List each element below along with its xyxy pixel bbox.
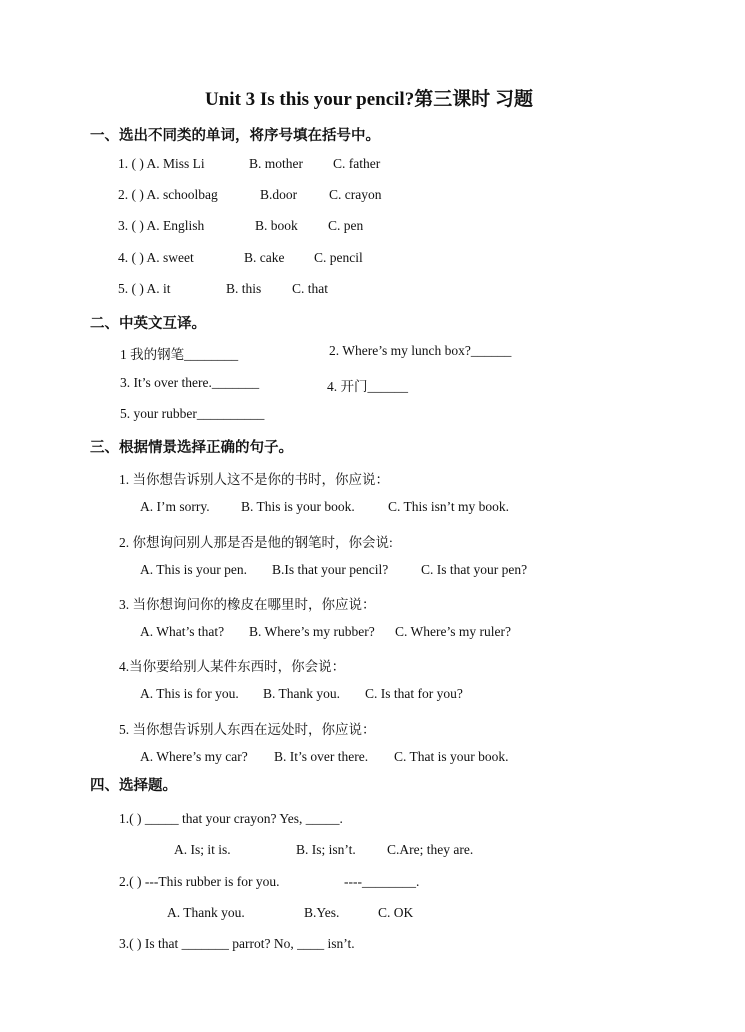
s2-q5: 5. your rubber__________ [120,406,265,421]
s1-q2-option-b: B.door [260,187,298,202]
s2-q2: 2. Where’s my lunch box?______ [329,343,512,358]
s1-q3-option-b: B. book [255,218,298,233]
section-1-heading: 一、选出不同类的单词，将序号填在括号中。 [90,128,380,144]
s3-q2-option-b: B.Is that your pencil? [272,562,389,577]
s3-q2: 2. 你想询问别人那是否是他的钢笔时，你会说: [119,535,393,550]
s1-q1-option-c: C. father [333,156,381,171]
s3-q3: 3. 当你想询问你的橡皮在哪里时，你应说： [119,597,376,612]
s2-q1: 1 我的钢笔________ [120,347,239,362]
section-4-heading: 四、选择题。 [90,778,177,794]
section-3-heading: 三、根据情景选择正确的句子。 [90,440,293,456]
s4-q1-option-c: C.Are; they are. [387,842,474,857]
s4-q1: 1.( ) _____ that your crayon? Yes, _____. [119,811,343,826]
s4-q2-option-b: B.Yes. [304,905,340,920]
s3-q4-option-c: C. Is that for you? [365,686,463,701]
s3-q1-option-a: A. I’m sorry. [140,499,210,514]
s3-q2-option-a: A. This is your pen. [140,562,247,577]
s1-q2-option-c: C. crayon [329,187,382,202]
s3-q1-option-b: B. This is your book. [241,499,355,514]
s3-q1: 1. 当你想告诉别人这不是你的书时，你应说： [119,472,389,487]
s4-q1-option-a: A. Is; it is. [174,842,231,857]
s3-q2-option-c: C. Is that your pen? [421,562,528,577]
s1-q4-option-c: C. pencil [314,250,363,265]
s4-q2-response: ----________. [344,874,420,889]
s4-q2: 2.( ) ---This rubber is for you. [119,874,280,889]
s3-q3-option-c: C. Where’s my ruler? [395,624,511,639]
s1-q1: 1. ( ) A. Miss Li [118,156,205,171]
s3-q4-option-b: B. Thank you. [263,686,340,701]
s1-q5-option-b: B. this [226,281,262,296]
s1-q1-option-b: B. mother [249,156,303,171]
page-title: Unit 3 Is this your pencil?第三课时 习题 [205,89,533,110]
s1-q5: 5. ( ) A. it [118,281,171,296]
s2-q3: 3. It’s over there._______ [120,375,260,390]
s3-q1-option-c: C. This isn’t my book. [388,499,510,514]
s1-q2: 2. ( ) A. schoolbag [118,187,218,202]
s4-q1-option-b: B. Is; isn’t. [296,842,356,857]
s1-q3-option-c: C. pen [328,218,364,233]
s1-q4-option-b: B. cake [244,250,285,265]
s3-q3-option-a: A. What’s that? [140,624,225,639]
s3-q5: 5. 当你想告诉别人东西在远处时，你应说： [119,722,376,737]
s4-q3: 3.( ) Is that _______ parrot? No, ____ isn’t. [119,936,355,951]
s1-q5-option-c: C. that [292,281,328,296]
s3-q4-option-a: A. This is for you. [140,686,239,701]
s3-q5-option-a: A. Where’s my car? [140,749,248,764]
s3-q5-option-b: B. It’s over there. [274,749,369,764]
s3-q4: 4.当你要给别人某件东西时，你会说： [119,659,346,674]
s4-q2-option-c: C. OK [378,905,414,920]
s2-q4: 4. 开门______ [327,379,408,394]
s3-q3-option-b: B. Where’s my rubber? [249,624,375,639]
s4-q2-option-a: A. Thank you. [167,905,245,920]
section-2-heading: 二、中英文互译。 [90,316,206,332]
s1-q4: 4. ( ) A. sweet [118,250,194,265]
s1-q3: 3. ( ) A. English [118,218,205,233]
s3-q5-option-c: C. That is your book. [394,749,509,764]
